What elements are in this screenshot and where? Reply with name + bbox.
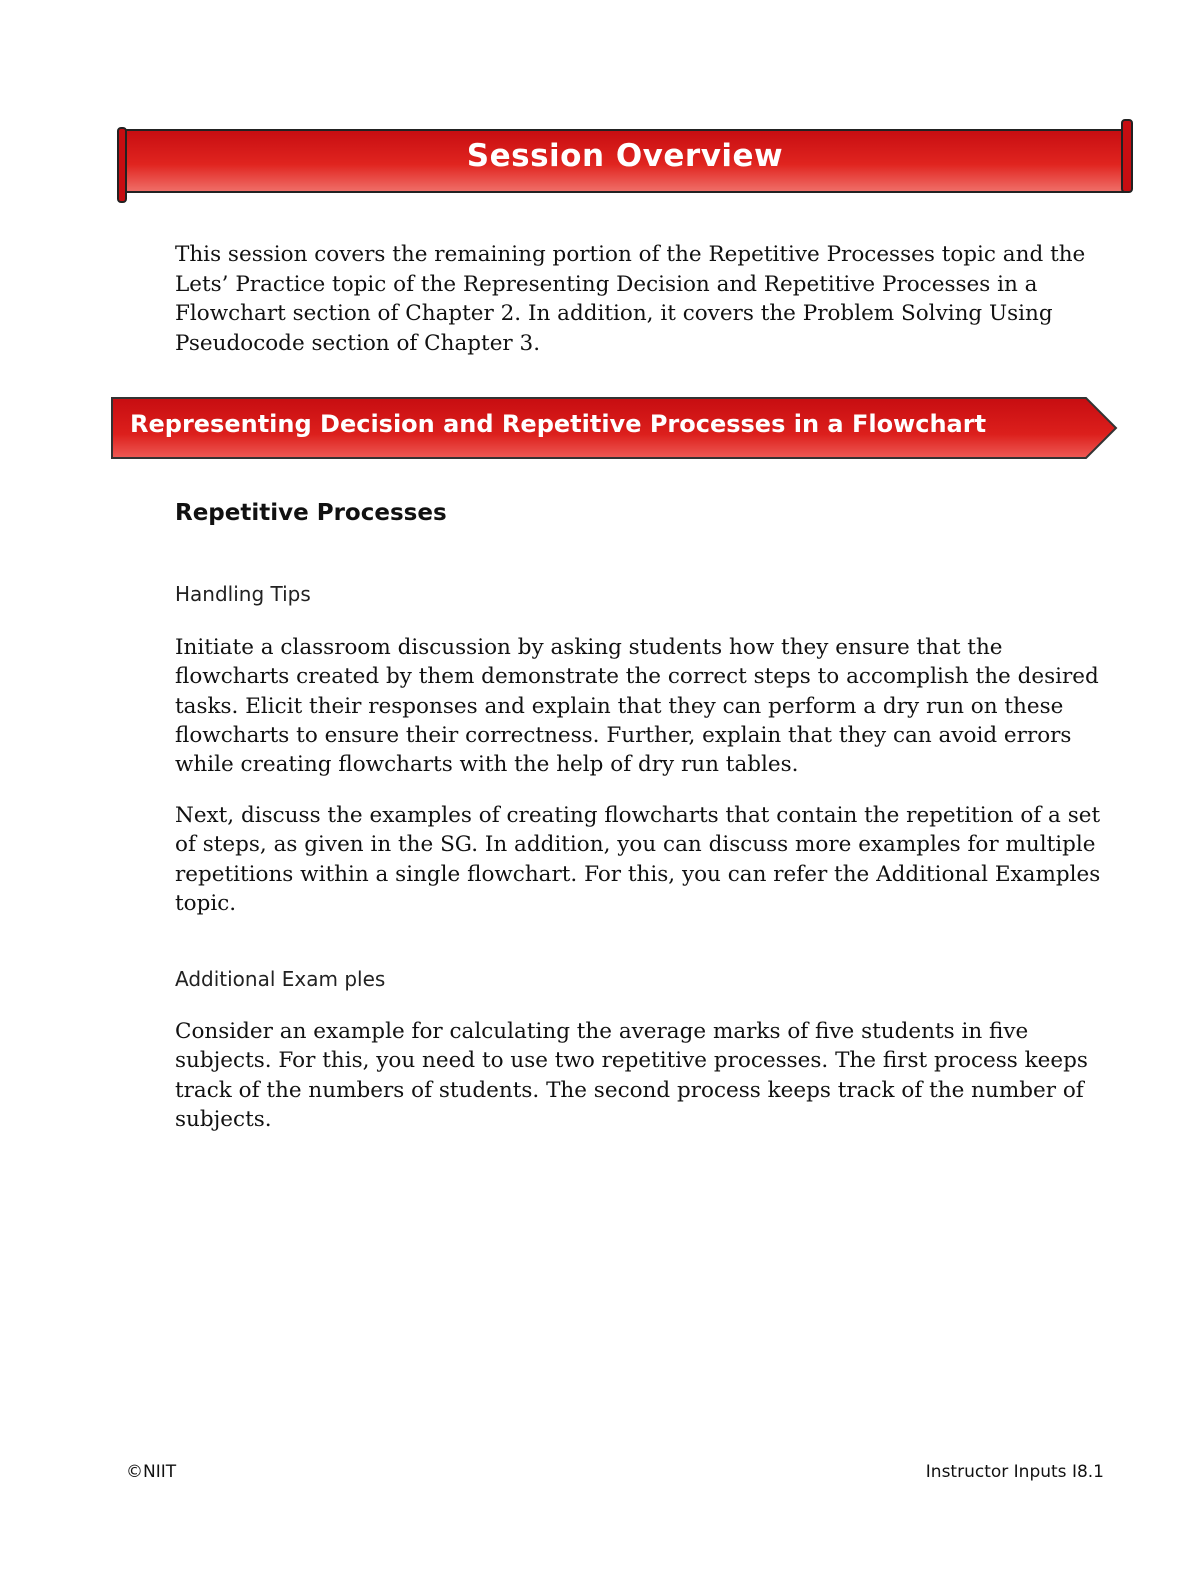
handling-tips-paragraph-2: Next, discuss the examples of creating flowcharts that contain the repetition of a set of steps, as given in the SG. In addition, you can discuss more examples for multiple repetitions within a single flowchart. For this, you can refer the Additional Examples topic. <box>175 803 1101 916</box>
footer-copyright: ©NIIT <box>126 1462 177 1482</box>
session-overview-text: This session covers the remaining portion of the Repetitive Processes topic and the Lets’ Practice topic of the Representing Decision and Repetitive Processes in a Flowchart section of Chapter 2. In addition, it covers the Problem Solving Using Pseudocode section of Chapter 3. <box>175 242 1086 356</box>
section-title: Representing Decision and Repetitive Processes in a Flowchart <box>130 410 987 438</box>
handling-tips-paragraph-1: Initiate a classroom discussion by asking students how they ensure that the flowcharts created by them demonstrate the correct steps to accomplish the desired tasks. Elicit their responses and explain that they can perform a dry run on these flowcharts to ensure their correctness. Further, explain that they can avoid errors while creating flowcharts with the help of dry run tables. <box>175 635 1099 778</box>
topic-heading: Repetitive Processes <box>175 500 447 526</box>
handling-tips-label: Handling Tips <box>175 582 311 606</box>
session-overview-title: Session Overview <box>466 138 784 174</box>
session-overview-banner <box>112 116 1138 208</box>
section-banner <box>110 396 1120 460</box>
additional-examples-label: Additional Exam ples <box>175 967 386 991</box>
footer-page-number: Instructor Inputs I8.1 <box>925 1462 1104 1482</box>
additional-examples-paragraph: Consider an example for calculating the average marks of five students in five subjects. For this, you need to use two repetitive processes. The first process keeps track of the numbers of students. The second process keeps track of the number of subjects. <box>175 1019 1088 1132</box>
